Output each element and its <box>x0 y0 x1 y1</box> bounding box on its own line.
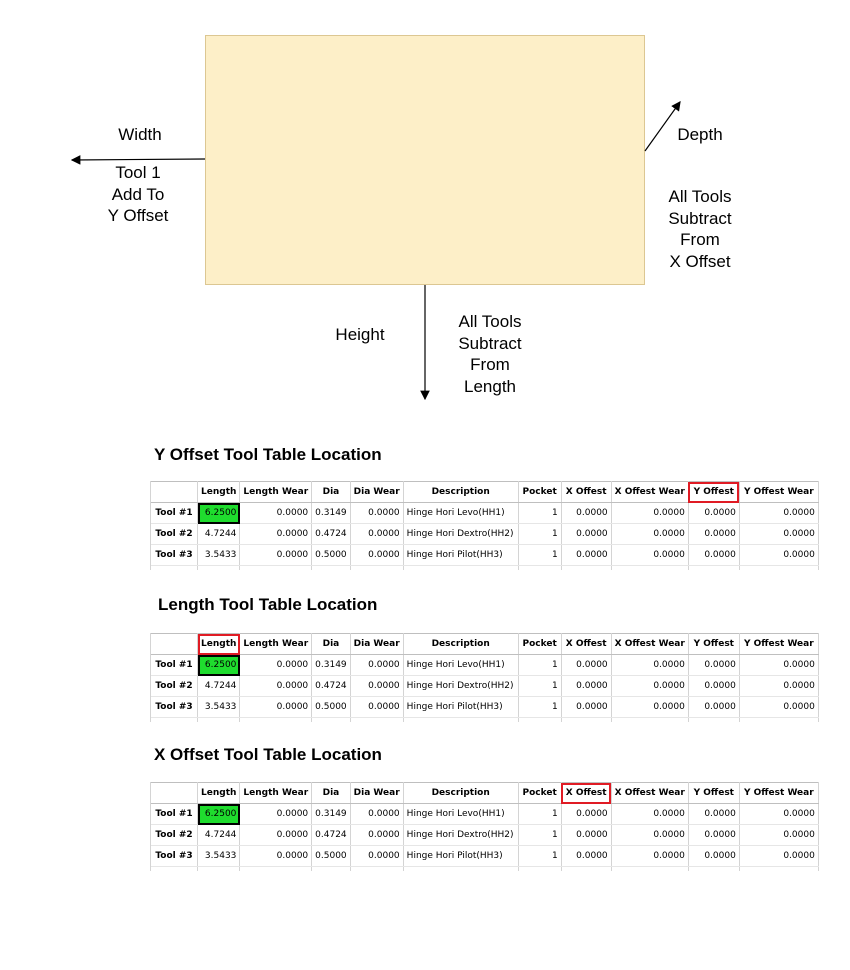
column-header[interactable]: Length <box>198 783 240 804</box>
table-row[interactable] <box>151 676 818 697</box>
table-cell[interactable]: 0.0000 <box>240 846 312 867</box>
section-title-x-offset: X Offset Tool Table Location <box>154 745 382 764</box>
table-cell[interactable]: 0.0000 <box>240 524 312 545</box>
row-header: Tool #1 <box>151 503 198 524</box>
table-cell[interactable]: 1 <box>518 697 561 718</box>
column-header[interactable]: Length Wear <box>240 634 312 655</box>
column-header[interactable]: Pocket <box>518 634 561 655</box>
empty-cell <box>739 867 818 872</box>
table-cell[interactable]: 6.2500 <box>198 655 240 676</box>
tool-table <box>151 481 819 570</box>
table-cell[interactable]: 0.0000 <box>561 697 611 718</box>
table-cell[interactable]: 0.0000 <box>561 503 611 524</box>
empty-cell <box>350 718 403 723</box>
empty-cell <box>561 566 611 571</box>
empty-cell <box>240 718 312 723</box>
table-cell[interactable]: 0.0000 <box>688 825 739 846</box>
table-cell[interactable]: Hinge Hori Pilot(HH3) <box>403 697 518 718</box>
column-header[interactable]: Length <box>198 634 240 655</box>
table-cell[interactable]: 1 <box>518 676 561 697</box>
table-cell[interactable]: 0.3149 <box>312 804 351 825</box>
table-row[interactable] <box>151 825 818 846</box>
tool-table-length <box>150 633 819 722</box>
column-header[interactable]: Y Offest Wear <box>739 482 818 503</box>
table-cell[interactable]: 0.0000 <box>240 804 312 825</box>
table-cell[interactable]: 0.0000 <box>350 545 403 566</box>
table-cell[interactable]: 0.0000 <box>688 846 739 867</box>
header-row <box>151 482 818 503</box>
table-cell[interactable]: 0.0000 <box>739 846 818 867</box>
section-title-y-offset: Y Offset Tool Table Location <box>154 445 382 464</box>
column-header[interactable]: Dia Wear <box>350 783 403 804</box>
tool-table <box>151 633 819 722</box>
row-header: Tool #2 <box>151 676 198 697</box>
table-cell[interactable]: 0.0000 <box>240 545 312 566</box>
table-cell[interactable]: 0.0000 <box>350 524 403 545</box>
header-row <box>151 783 818 804</box>
table-cell[interactable]: 0.0000 <box>561 524 611 545</box>
table-row[interactable] <box>151 804 818 825</box>
table-cell[interactable]: 0.0000 <box>611 655 688 676</box>
table-cell[interactable]: 0.4724 <box>312 676 351 697</box>
table-row[interactable] <box>151 503 818 524</box>
table-cell[interactable]: Hinge Hori Pilot(HH3) <box>403 545 518 566</box>
tool-table-y-offset <box>150 481 819 570</box>
width-label: Width <box>118 125 162 144</box>
empty-cell <box>403 867 518 872</box>
column-header[interactable]: X Offest <box>561 634 611 655</box>
table-cell[interactable]: 0.0000 <box>561 545 611 566</box>
column-header[interactable]: Description <box>403 783 518 804</box>
corner-header <box>151 634 198 655</box>
header-row <box>151 634 818 655</box>
table-cell[interactable]: 0.0000 <box>611 697 688 718</box>
table-cell[interactable]: 0.0000 <box>739 524 818 545</box>
empty-cell <box>518 718 561 723</box>
empty-cell <box>518 867 561 872</box>
table-cell[interactable]: Hinge Hori Dextro(HH2) <box>403 825 518 846</box>
empty-row <box>151 867 818 872</box>
table-cell[interactable]: 0.5000 <box>312 697 351 718</box>
table-cell[interactable]: 4.7244 <box>198 524 240 545</box>
table-cell[interactable]: 1 <box>518 545 561 566</box>
empty-cell <box>611 718 688 723</box>
column-header[interactable]: Length <box>198 482 240 503</box>
column-header[interactable]: Pocket <box>518 482 561 503</box>
empty-cell <box>561 718 611 723</box>
column-header[interactable]: X Offest Wear <box>611 783 688 804</box>
empty-cell <box>240 867 312 872</box>
table-cell[interactable]: 0.0000 <box>688 524 739 545</box>
table-cell[interactable]: 0.0000 <box>688 503 739 524</box>
column-header[interactable]: Y Offest Wear <box>739 783 818 804</box>
column-header[interactable]: Y Offest <box>688 783 739 804</box>
empty-cell <box>350 566 403 571</box>
table-cell[interactable]: 0.0000 <box>350 825 403 846</box>
table-cell[interactable]: 0.4724 <box>312 524 351 545</box>
table-cell[interactable]: 0.0000 <box>561 676 611 697</box>
column-header[interactable]: X Offest <box>561 783 611 804</box>
empty-cell <box>350 867 403 872</box>
table-cell[interactable]: 0.0000 <box>739 545 818 566</box>
table-cell[interactable]: 0.5000 <box>312 846 351 867</box>
table-row[interactable] <box>151 524 818 545</box>
empty-cell <box>240 566 312 571</box>
table-cell[interactable]: 0.0000 <box>739 676 818 697</box>
table-cell[interactable]: Hinge Hori Levo(HH1) <box>403 655 518 676</box>
row-header: Tool #1 <box>151 804 198 825</box>
table-cell[interactable]: 0.0000 <box>611 676 688 697</box>
table-cell[interactable]: 0.0000 <box>739 655 818 676</box>
height-label: Height <box>335 325 385 344</box>
column-header[interactable]: Description <box>403 634 518 655</box>
column-header[interactable]: Y Offest <box>688 634 739 655</box>
empty-cell <box>518 566 561 571</box>
section-title-length: Length Tool Table Location <box>158 595 378 614</box>
table-cell[interactable]: 0.0000 <box>350 804 403 825</box>
table-cell[interactable]: Hinge Hori Dextro(HH2) <box>403 676 518 697</box>
table-cell[interactable]: 0.0000 <box>611 545 688 566</box>
table-cell[interactable]: 0.0000 <box>688 545 739 566</box>
table-cell[interactable]: 0.0000 <box>611 846 688 867</box>
height-note: All Tools Subtract From Length <box>458 312 522 396</box>
row-header: Tool #3 <box>151 846 198 867</box>
empty-cell <box>739 566 818 571</box>
table-cell[interactable]: 0.4724 <box>312 825 351 846</box>
row-header: Tool #3 <box>151 697 198 718</box>
table-cell[interactable]: Hinge Hori Levo(HH1) <box>403 804 518 825</box>
table-cell[interactable]: Hinge Hori Levo(HH1) <box>403 503 518 524</box>
table-cell[interactable]: 0.0000 <box>240 655 312 676</box>
column-header[interactable]: Description <box>403 482 518 503</box>
empty-cell <box>403 566 518 571</box>
column-header[interactable]: Pocket <box>518 783 561 804</box>
empty-cell <box>312 867 351 872</box>
table-cell[interactable]: 0.0000 <box>739 503 818 524</box>
row-header: Tool #1 <box>151 655 198 676</box>
table-cell[interactable]: 0.0000 <box>240 825 312 846</box>
tool-table <box>151 782 819 871</box>
table-cell[interactable]: 0.0000 <box>611 825 688 846</box>
table-cell[interactable]: 0.0000 <box>350 846 403 867</box>
empty-cell <box>403 718 518 723</box>
table-cell[interactable]: 6.2500 <box>198 503 240 524</box>
table-cell[interactable]: Hinge Hori Pilot(HH3) <box>403 846 518 867</box>
table-cell[interactable]: 0.0000 <box>688 655 739 676</box>
row-header: Tool #2 <box>151 524 198 545</box>
table-cell[interactable]: 0.0000 <box>561 825 611 846</box>
table-cell[interactable]: 0.0000 <box>688 676 739 697</box>
column-header[interactable]: X Offest Wear <box>611 482 688 503</box>
empty-cell <box>198 867 240 872</box>
width-arrow <box>72 159 205 160</box>
row-header: Tool #2 <box>151 825 198 846</box>
empty-cell <box>312 566 351 571</box>
table-cell[interactable]: 0.5000 <box>312 545 351 566</box>
empty-cell <box>198 718 240 723</box>
table-cell[interactable]: 3.5433 <box>198 545 240 566</box>
empty-cell <box>151 867 198 872</box>
table-cell[interactable]: 0.0000 <box>350 676 403 697</box>
column-header[interactable]: Y Offest <box>688 482 739 503</box>
empty-row <box>151 718 818 723</box>
table-cell[interactable]: 0.0000 <box>561 655 611 676</box>
table-cell[interactable]: 0.0000 <box>611 524 688 545</box>
empty-cell <box>739 718 818 723</box>
column-header[interactable]: X Offest Wear <box>611 634 688 655</box>
table-cell[interactable]: 3.5433 <box>198 846 240 867</box>
table-cell[interactable]: 0.0000 <box>611 804 688 825</box>
table-row[interactable] <box>151 697 818 718</box>
empty-cell <box>688 867 739 872</box>
column-header[interactable]: Y Offest Wear <box>739 634 818 655</box>
table-cell[interactable]: 0.0000 <box>611 503 688 524</box>
table-cell[interactable]: 0.0000 <box>688 804 739 825</box>
table-cell[interactable]: 1 <box>518 804 561 825</box>
table-cell[interactable]: 0.0000 <box>561 846 611 867</box>
empty-cell <box>561 867 611 872</box>
empty-row <box>151 566 818 571</box>
table-cell[interactable]: 0.0000 <box>739 804 818 825</box>
table-cell[interactable]: 0.3149 <box>312 655 351 676</box>
table-cell[interactable]: 0.0000 <box>240 697 312 718</box>
empty-cell <box>151 718 198 723</box>
column-header[interactable]: Dia Wear <box>350 634 403 655</box>
table-row[interactable] <box>151 545 818 566</box>
table-cell[interactable]: 1 <box>518 846 561 867</box>
table-cell[interactable]: 0.0000 <box>739 697 818 718</box>
empty-cell <box>688 718 739 723</box>
depth-note: All Tools Subtract From X Offset <box>668 187 732 271</box>
empty-cell <box>611 566 688 571</box>
table-cell[interactable]: 3.5433 <box>198 697 240 718</box>
table-cell[interactable]: 1 <box>518 524 561 545</box>
column-header[interactable]: Dia <box>312 783 351 804</box>
column-header[interactable]: X Offest <box>561 482 611 503</box>
table-cell[interactable]: 6.2500 <box>198 804 240 825</box>
table-cell[interactable]: 0.0000 <box>350 697 403 718</box>
table-cell[interactable]: 0.3149 <box>312 503 351 524</box>
table-cell[interactable]: 1 <box>518 503 561 524</box>
row-header: Tool #3 <box>151 545 198 566</box>
column-header[interactable]: Length Wear <box>240 482 312 503</box>
depth-label: Depth <box>677 125 723 144</box>
tool1-note: Tool 1 Add To Y Offset <box>107 163 169 225</box>
table-cell[interactable]: 1 <box>518 825 561 846</box>
column-header[interactable]: Dia <box>312 634 351 655</box>
tool-table-x-offset <box>150 782 819 871</box>
column-header[interactable]: Dia Wear <box>350 482 403 503</box>
table-cell[interactable]: 0.0000 <box>688 697 739 718</box>
table-cell[interactable]: 4.7244 <box>198 825 240 846</box>
corner-header <box>151 482 198 503</box>
table-cell[interactable]: 1 <box>518 655 561 676</box>
table-row[interactable] <box>151 655 818 676</box>
table-cell[interactable]: 0.0000 <box>739 825 818 846</box>
table-cell[interactable]: 4.7244 <box>198 676 240 697</box>
empty-cell <box>611 867 688 872</box>
table-row[interactable] <box>151 846 818 867</box>
column-header[interactable]: Dia <box>312 482 351 503</box>
table-cell[interactable]: 0.0000 <box>561 804 611 825</box>
table-cell[interactable]: 0.0000 <box>240 676 312 697</box>
table-cell[interactable]: 0.0000 <box>350 655 403 676</box>
empty-cell <box>312 718 351 723</box>
corner-header <box>151 783 198 804</box>
column-header[interactable]: Length Wear <box>240 783 312 804</box>
empty-cell <box>688 566 739 571</box>
table-cell[interactable]: 0.0000 <box>350 503 403 524</box>
empty-cell <box>151 566 198 571</box>
empty-cell <box>198 566 240 571</box>
table-cell[interactable]: 0.0000 <box>240 503 312 524</box>
table-cell[interactable]: Hinge Hori Dextro(HH2) <box>403 524 518 545</box>
